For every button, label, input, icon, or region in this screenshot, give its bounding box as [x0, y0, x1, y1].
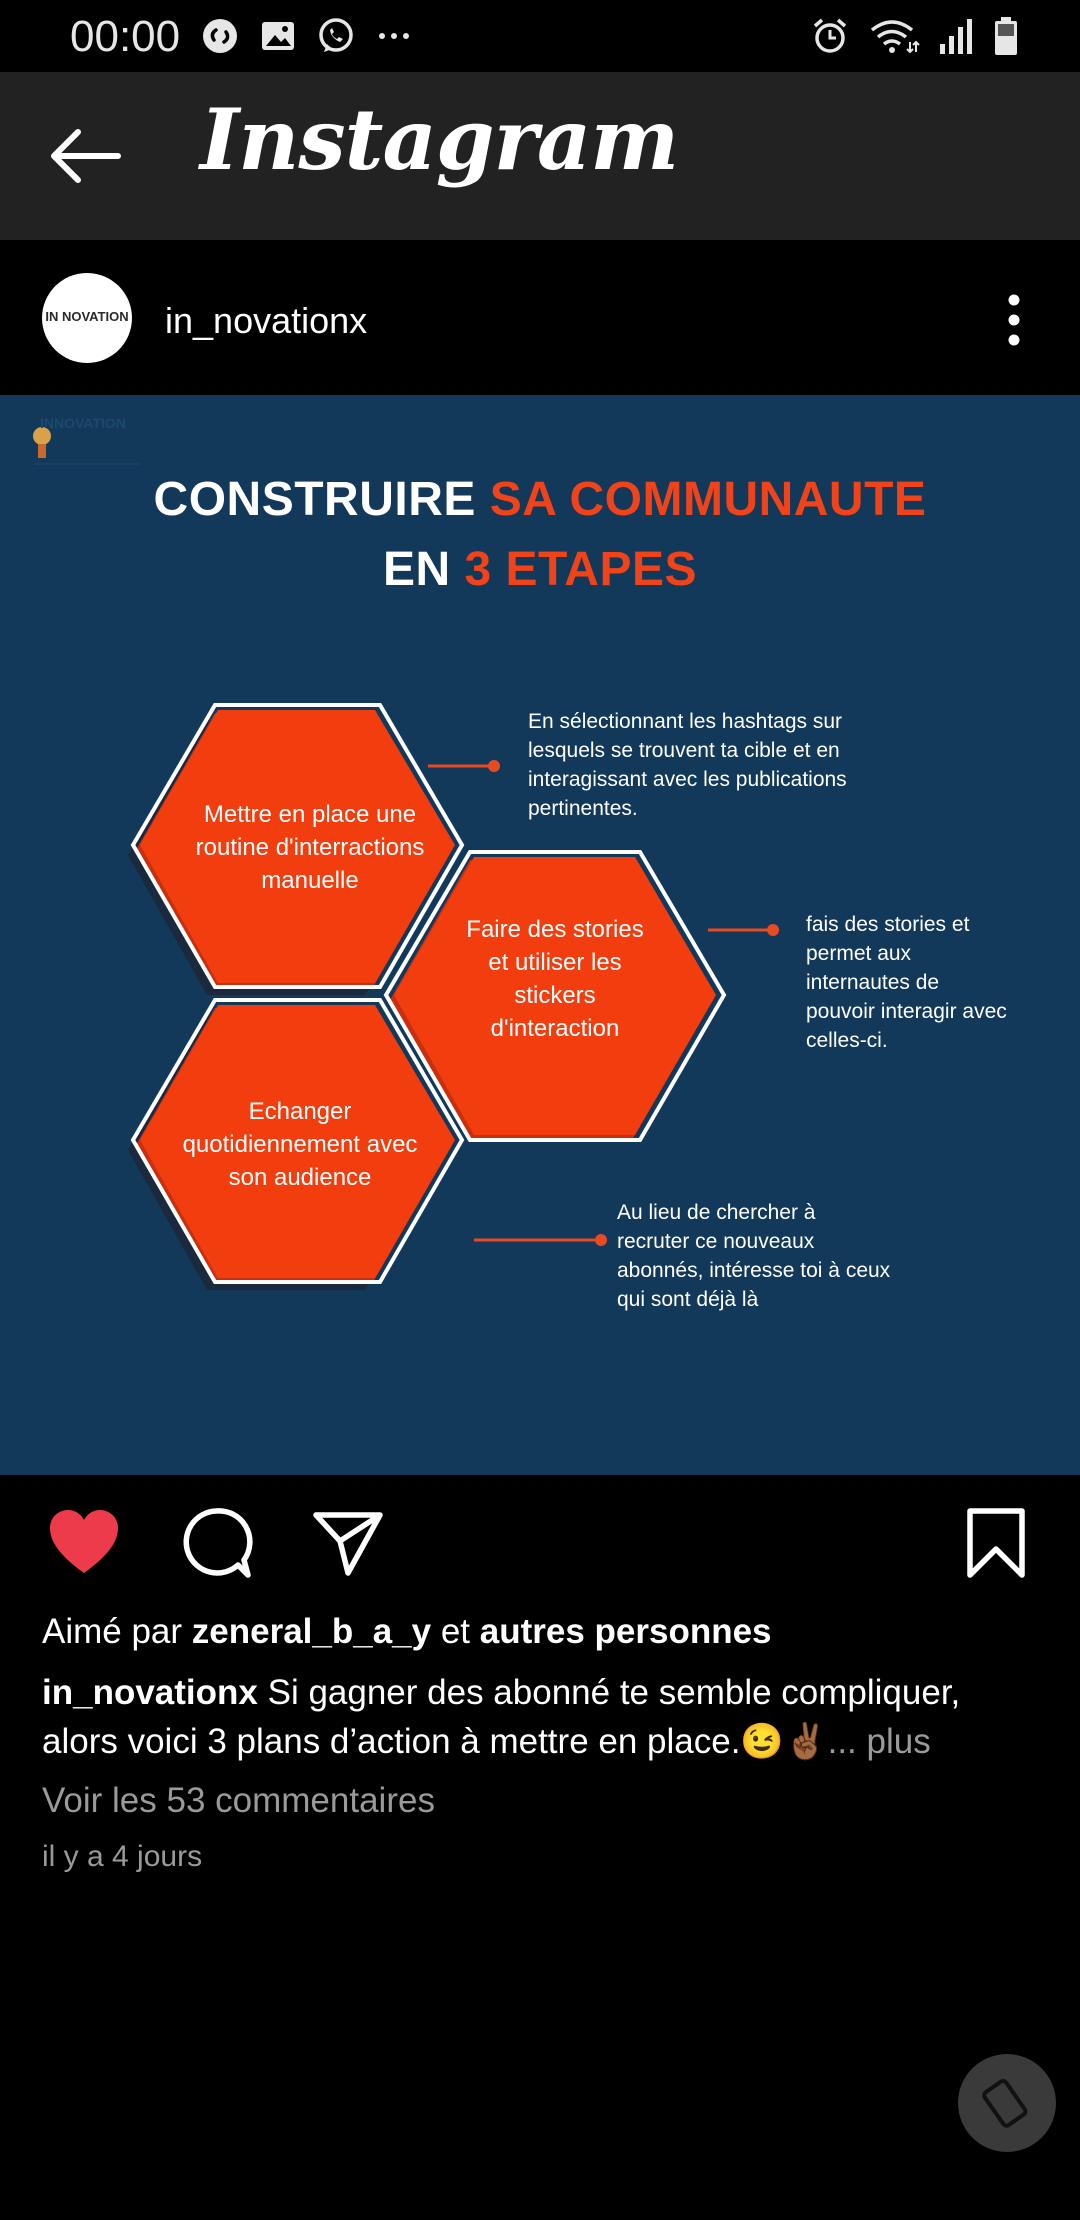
caption-text: Si gagner des abonné te semble compliquer, alors voici 3 plans d’action à mettre en place.😉✌🏾: [42, 1673, 961, 1761]
caption-more-link[interactable]: ... plus: [827, 1722, 931, 1761]
app-title: Instagram: [200, 90, 679, 189]
connector-line-3: [474, 1234, 607, 1246]
step-1-text: Mettre en place une routine d'interractions manuelle: [195, 801, 425, 894]
post-header: [0, 240, 1080, 395]
alarm-icon: [810, 16, 850, 56]
connector-line-1: [428, 760, 500, 772]
headline-line-1: CONSTRUIRE SA COMMUNAUTE: [153, 473, 927, 526]
wifi-icon: [868, 16, 920, 56]
back-arrow-icon[interactable]: [44, 124, 124, 188]
bookmark-icon[interactable]: [958, 1505, 1034, 1581]
status-time: 00:00: [70, 12, 181, 61]
likes-others[interactable]: autres personnes: [479, 1612, 772, 1651]
status-left-icons: [200, 16, 414, 56]
likes-prefix: Aimé par: [42, 1612, 192, 1651]
app-bar: [0, 72, 1080, 240]
view-comments-link[interactable]: Voir les 53 commentaires: [42, 1781, 435, 1820]
gallery-icon: [258, 16, 298, 56]
more-dots-icon: [374, 16, 414, 56]
avatar-logo-text: IN NOVATION: [45, 309, 129, 324]
whatsapp-icon: [316, 16, 356, 56]
post-time: il y a 4 jours: [42, 1840, 203, 1873]
step-3-note: Au lieu de chercher à recruter ce nouveaux abonnés, intéresse toi à ceux qui sont déjà là: [617, 1201, 891, 1311]
caption-username[interactable]: in_novationx: [42, 1673, 258, 1712]
likes-line[interactable]: [42, 1612, 772, 1652]
likes-user[interactable]: zeneral_b_a_y: [191, 1612, 432, 1651]
post-actions: [0, 1475, 1080, 1605]
shazam-icon: [200, 16, 240, 56]
comment-icon[interactable]: [178, 1505, 254, 1581]
status-bar: [0, 0, 1080, 72]
heart-icon[interactable]: [46, 1505, 122, 1581]
rotate-screen-button[interactable]: [958, 2054, 1056, 2152]
share-icon[interactable]: [310, 1505, 386, 1581]
more-options-icon[interactable]: [994, 290, 1034, 350]
image-logo-text: INNOVATION: [40, 415, 126, 431]
rotate-phone-icon: [980, 2076, 1034, 2130]
post-username[interactable]: in_novationx: [165, 300, 368, 341]
battery-icon: [992, 16, 1020, 56]
step-2-note: fais des stories et permet aux internautes de pouvoir interagir avec celles-ci.: [806, 913, 1007, 1052]
avatar[interactable]: [42, 273, 132, 363]
post-caption[interactable]: [42, 1668, 1042, 1766]
headline-line-2: EN 3 ETAPES: [382, 543, 698, 596]
step-1-note: En sélectionnant les hashtags sur lesquels se trouvent ta cible et en interagissant avec les publications pertinentes.: [528, 710, 847, 820]
likes-middle: et: [431, 1612, 480, 1651]
step-2-text: Faire des stories et utiliser les stickers d'interaction: [466, 916, 644, 1042]
signal-icon: [938, 16, 974, 56]
connector-line-2: [708, 924, 779, 936]
status-right-icons: [810, 14, 1020, 58]
post-image[interactable]: [0, 395, 1080, 1475]
step-3-text: Echanger quotidiennement avec son audience: [182, 1098, 418, 1191]
